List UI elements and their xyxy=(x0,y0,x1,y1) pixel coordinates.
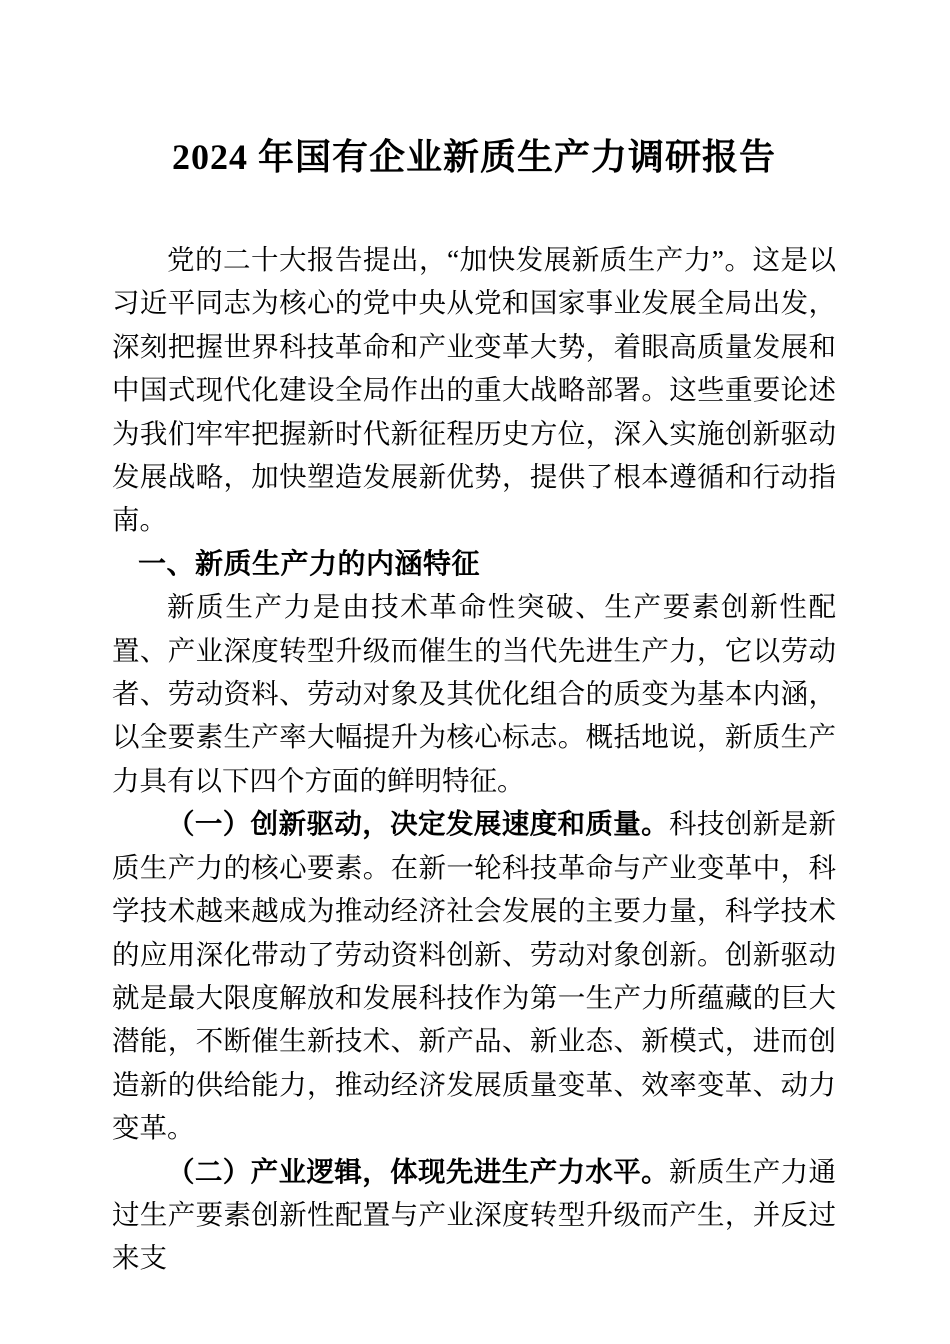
document-title: 2024 年国有企业新质生产力调研报告 xyxy=(171,137,776,177)
point-1-text: 科技创新是新质生产力的核心要素。在新一轮科技革命与产业变革中，科学技术越来越成为推动经济社会发展的主要力量，科学技术的应用深化带动了劳动资料创新、劳动对象创新。创新驱动就是最大限度解放和发展科技作为第一生产力所蕴藏的巨大潜能，不断催生新技术、新产品、新业态、新模式，进而创造新的供给能力，推动经济发展质量变革、效率变革、动力变革。 xyxy=(112,808,837,1144)
point-2-text: 新质生产力通过生产要素创新性配置与产业深度转型升级而产生，并反过来支 xyxy=(112,1155,837,1274)
paragraph-intro: 党的二十大报告提出，“加快发展新质生产力”。这是以习近平同志为核心的党中央从党和国家事业发展全局出发，深刻把握世界科技革命和产业变革大势，着眼高质量发展和中国式现代化建设全局作出的重大战略部署。这些重要论述为我们牢牢把握新时代新征程历史方位，深入实施创新驱动发展战略，加快塑造发展新优势，提供了根本遵循和行动指南。 xyxy=(112,244,836,536)
section-heading-1: 一、新质生产力的内涵特征 xyxy=(138,547,481,579)
paragraph-point-2 xyxy=(112,1150,836,1280)
paragraph-section1-overview: 新质生产力是由技术革命性突破、生产要素创新性配置、产业深度转型升级而催生的当代先进生产力，它以劳动者、劳动资料、劳动对象及其优化组合的质变为基本内涵，以全要素生产率大幅提升为核心标志。概括地说，新质生产力具有以下四个方面的鲜明特征。 xyxy=(112,591,836,796)
paragraph-point-1 xyxy=(112,802,836,1149)
document-body xyxy=(112,238,836,1280)
point-2-lead: （二）产业逻辑，体现先进生产力水平。 xyxy=(167,1155,670,1187)
point-1-lead: （一）创新驱动，决定发展速度和质量。 xyxy=(167,808,670,840)
